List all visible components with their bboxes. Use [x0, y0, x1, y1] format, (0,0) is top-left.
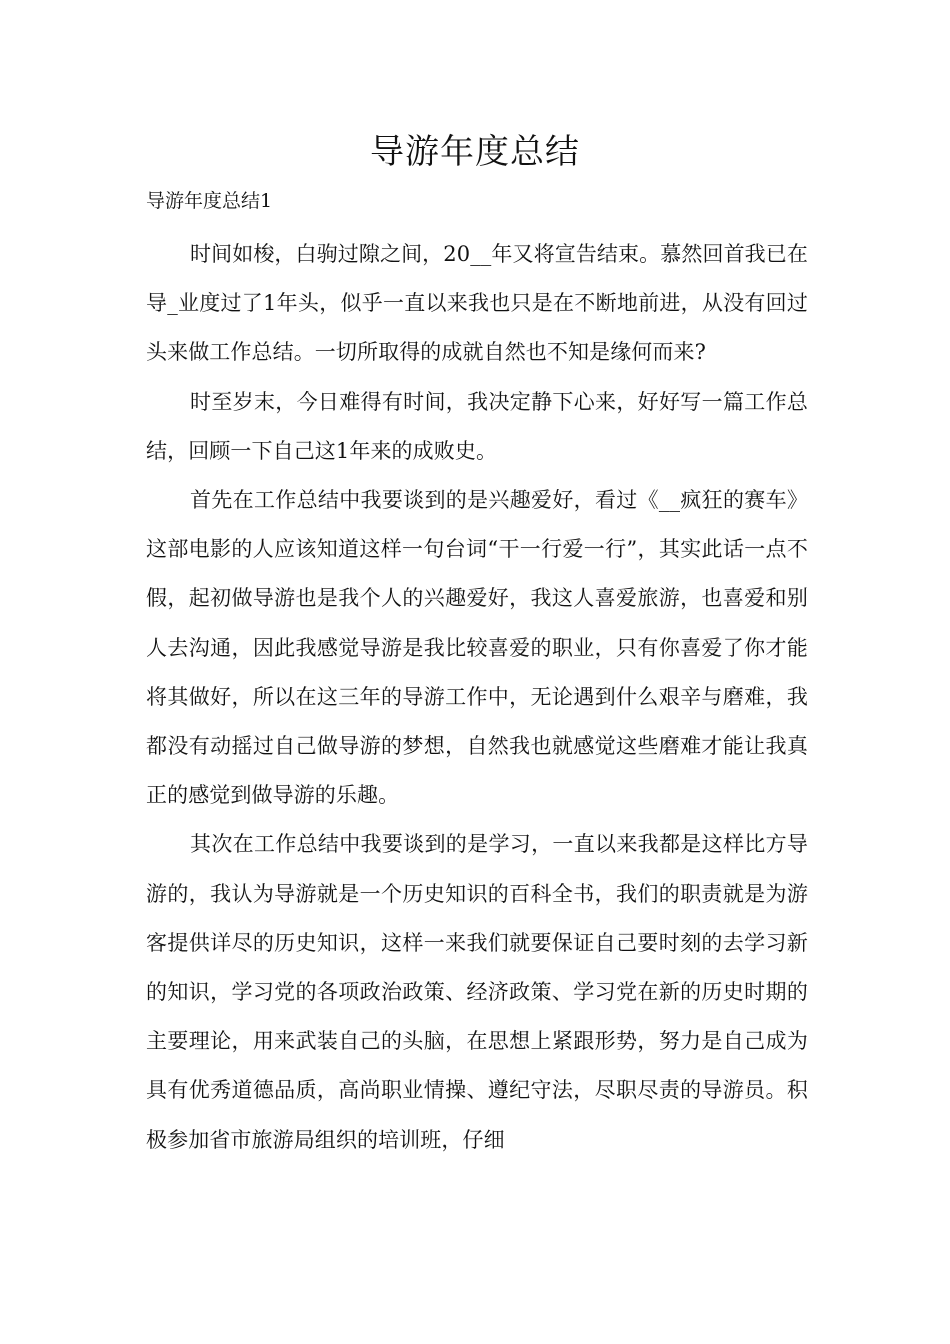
paragraph-2: 时至岁末，今日难得有时间，我决定静下心来，好好写一篇工作总结，回顾一下自己这1年来的成败史。: [146, 389, 808, 463]
document-title: 导游年度总结: [370, 132, 580, 172]
paragraph-3: 首先在工作总结中我要谈到的是兴趣爱好，看过《__疯狂的赛车》这部电影的人应该知道这样一句台词“干一行爱一行”，其实此话一点不假，起初做导游也是我个人的兴趣爱好，我这人喜爱旅游，也喜爱和别人去沟通，因此我感觉导游是我比较喜爱的职业，只有你喜爱了你才能将其做好，所以在这三年的导游工作中，无论遇到什么艰辛与磨难，我都没有动摇过自己做导游的梦想，自然我也就感觉这些磨难才能让我真正的感觉到做导游的乐趣。: [146, 488, 808, 808]
document-body: [146, 186, 808, 1165]
paragraph-4: 其次在工作总结中我要谈到的是学习，一直以来我都是这样比方导游的，我认为导游就是一个历史知识的百科全书，我们的职责就是为游客提供详尽的历史知识，这样一来我们就要保证自己要时刻的去学习新的知识，学习党的各项政治政策、经济政策、学习党在新的历史时期的主要理论，用来武装自己的头脑，在思想上紧跟形势，努力是自己成为具有优秀道德品质，高尚职业情操、遵纪守法，尽职尽责的导游员。积极参加省市旅游局组织的培训班，仔细: [146, 832, 808, 1152]
section-heading: 导游年度总结1: [146, 190, 273, 212]
paragraph-1: 时间如梭，白驹过隙之间，20__年又将宣告结束。慕然回首我已在导_业度过了1年头，似乎一直以来我也只是在不断地前进，从没有回过头来做工作总结。一切所取得的成就自然也不知是缘何而来?: [146, 242, 808, 365]
